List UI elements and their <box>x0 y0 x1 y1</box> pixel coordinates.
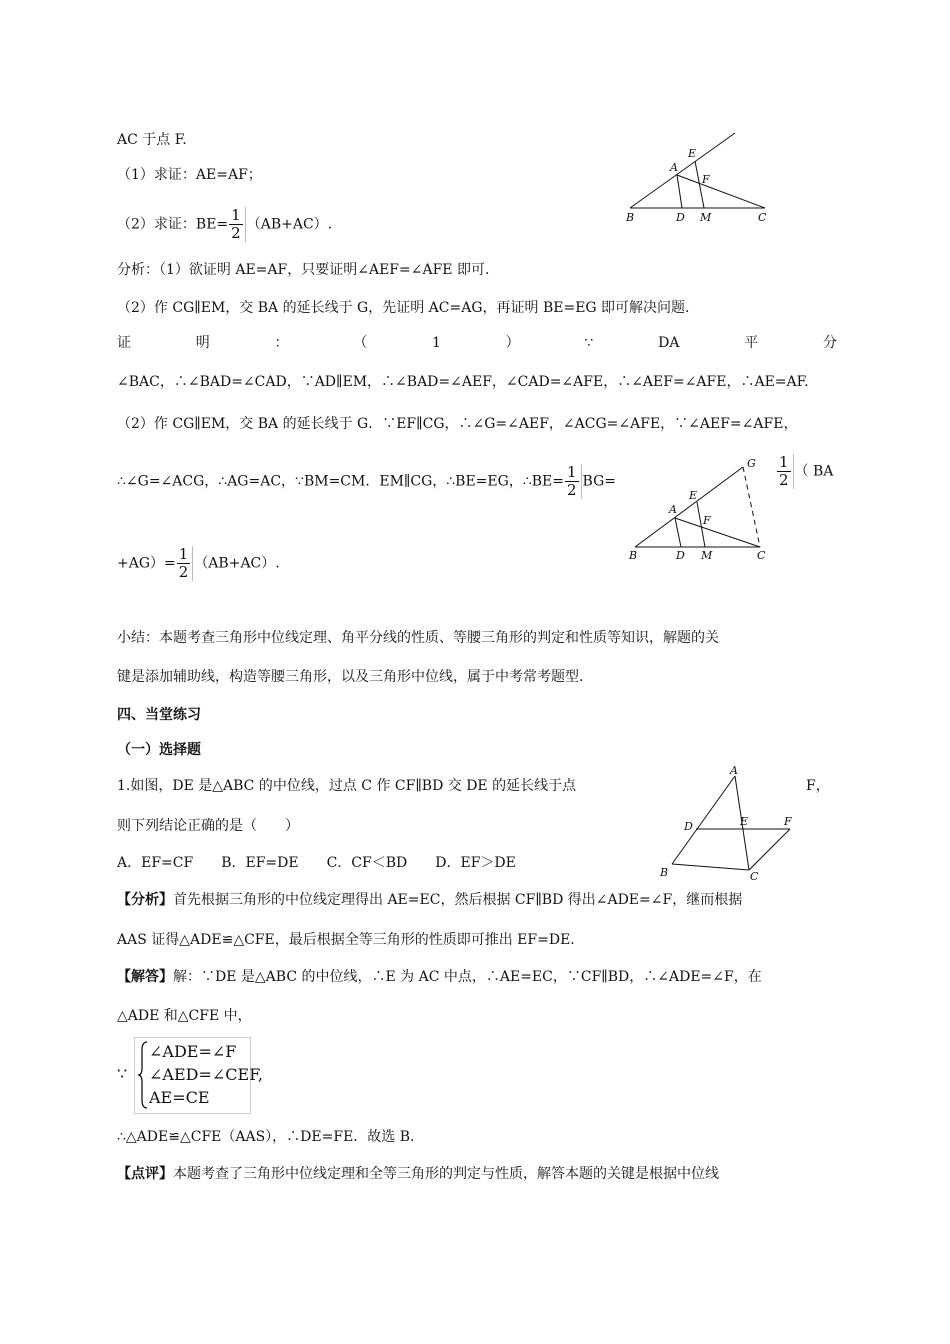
label-A: A <box>669 503 677 516</box>
fraction-half <box>777 454 794 489</box>
question-line: 1.如图，DE 是△ABC 的中位线，过点 C 作 CF∥BD 交 DE 的延长线于点 <box>117 778 577 794</box>
summary-line: 小结：本题考查三角形中位线定理、角平分线的性质、等腰三角形的判定和性质等知识，解题的关 <box>117 630 719 646</box>
token: （ <box>353 335 368 351</box>
label-B: B <box>629 549 638 562</box>
analysis-line: AAS 证得△ADE≌△CFE，最后根据全等三角形的性质即可推出 EF=DE. <box>117 932 575 948</box>
frac-num: 1 <box>231 206 241 224</box>
label-M: M <box>700 211 712 223</box>
label-E: E <box>688 147 697 160</box>
question-line: 则下列结论正确的是（ ） <box>117 818 299 834</box>
analysis-line: 分析：（1）欲证明 AE=AF，只要证明∠AEF=∠AFE 即可. <box>117 262 490 278</box>
frac-den: 2 <box>566 481 577 499</box>
question-options: A．EF=CF B．EF=DE C．CF＜BD D．EF＞DE <box>117 855 516 871</box>
answer-line <box>117 967 762 987</box>
label-E: E <box>740 815 749 828</box>
because-symbol: ∵ <box>117 1064 128 1083</box>
frac-den: 2 <box>178 563 189 581</box>
token: 证 <box>117 335 131 351</box>
equation-1: ∠ADE=∠F <box>149 1042 237 1061</box>
token: ： <box>274 335 289 351</box>
label-M: M <box>701 549 713 562</box>
label-D: D <box>684 820 693 833</box>
token: ∵ <box>584 335 594 351</box>
token: 1 <box>432 335 441 351</box>
fraction-half <box>565 464 582 499</box>
label-B: B <box>660 866 669 879</box>
label-A: A <box>670 161 678 174</box>
token: DA <box>658 335 680 351</box>
token: 分 <box>822 335 837 351</box>
left-brace-icon <box>137 1040 149 1110</box>
text-fragment: +AG）= <box>117 555 176 572</box>
subsection-heading: （一）选择题 <box>117 742 201 758</box>
figure-parallelogram <box>650 766 800 881</box>
tag-analysis: 【分析】 <box>117 892 173 908</box>
tag-answer: 【解答】 <box>117 969 173 985</box>
fraction-half <box>229 207 246 242</box>
text-line: （1）求证：AE=AF； <box>117 167 262 183</box>
text-fragment: ∴∠G=∠ACG，∴AG=AC，∵BM=CM．EM∥CG，∴BE=EG，∴BE= <box>117 473 564 490</box>
figure-triangle-1 <box>620 128 770 223</box>
token: 明 <box>195 335 210 351</box>
label-F: F <box>784 815 792 828</box>
label-B: B <box>626 211 635 223</box>
section-heading: 四、当堂练习 <box>117 707 201 723</box>
text-fragment: （2）求证：BE= <box>117 216 229 233</box>
answer-line: △ADE 和△CFE 中， <box>117 1008 252 1024</box>
proof-line-right <box>776 454 833 489</box>
comment-line <box>117 1164 719 1184</box>
token: 平 <box>744 335 759 351</box>
label-F: F <box>702 173 710 186</box>
text-fragment: 本题考查了三角形中位线定理和全等三角形的判定与性质，解答本题的关键是根据中位线 <box>173 1166 719 1182</box>
proof-line <box>117 546 280 581</box>
label-E: E <box>689 489 698 502</box>
summary-line: 键是添加辅助线，构造等腰三角形，以及三角形中位线，属于中考常考题型. <box>117 669 584 685</box>
label-C: C <box>750 870 759 881</box>
label-C: C <box>758 211 767 223</box>
label-D: D <box>676 211 685 223</box>
text-fragment: 解：∵DE 是△ABC 的中位线，∴E 为 AC 中点，∴AE=EC，∵CF∥BD，∴∠ADE=∠F，在 <box>173 969 762 985</box>
proof-line <box>117 464 616 499</box>
label-A: A <box>730 766 738 777</box>
conclusion-line: ∴△ADE≌△CFE（AAS），∴DE=FE．故选 B. <box>117 1129 415 1145</box>
equation-2: ∠AED=∠CEF, <box>149 1065 263 1084</box>
tag-comment: 【点评】 <box>117 1166 173 1182</box>
equation-3: AE=CE <box>149 1088 210 1107</box>
frac-den: 2 <box>231 224 241 242</box>
analysis-line: （2）作 CG∥EM，交 BA 的延长线于 G，先证明 AC=AG，再证明 BE=EG 即可解决问题. <box>117 300 690 316</box>
equation-system <box>134 1037 263 1114</box>
label-C: C <box>757 549 766 562</box>
text-fragment: （ BA <box>794 463 834 480</box>
text-line <box>117 207 332 242</box>
frac-num: 1 <box>178 545 189 563</box>
proof-heading-row <box>117 333 837 353</box>
fraction-half <box>177 546 194 581</box>
analysis-line <box>117 890 742 910</box>
label-D: D <box>676 549 685 562</box>
text-fragment: 首先根据三角形的中位线定理得出 AE=EC，然后根据 CF∥BD 得出∠ADE=∠F，继而根据 <box>173 892 743 908</box>
question-line-tail: F， <box>806 778 830 794</box>
token: ） <box>505 335 520 351</box>
label-F: F <box>703 514 711 527</box>
frac-num: 1 <box>566 463 577 481</box>
label-G: G <box>747 457 756 470</box>
text-fragment: BG= <box>582 473 616 490</box>
proof-line: （2）作 CG∥EM，交 BA 的延长线于 G．∵EF∥CG，∴∠G=∠AEF，∠ACG=∠AFE，∵∠AEF=∠AFE， <box>117 416 798 432</box>
text-fragment: （AB+AC）. <box>194 555 280 572</box>
frac-num: 1 <box>779 453 789 471</box>
text-fragment: （AB+AC）. <box>246 216 333 233</box>
figure-triangle-2 <box>625 455 775 565</box>
text-line: AC 于点 F. <box>117 132 187 148</box>
frac-den: 2 <box>779 471 789 489</box>
proof-line: ∠BAC，∴∠BAD=∠CAD，∵AD∥EM，∴∠BAD=∠AEF，∠CAD=∠AFE，∴∠AEF=∠AFE，∴AE=AF. <box>117 374 809 390</box>
